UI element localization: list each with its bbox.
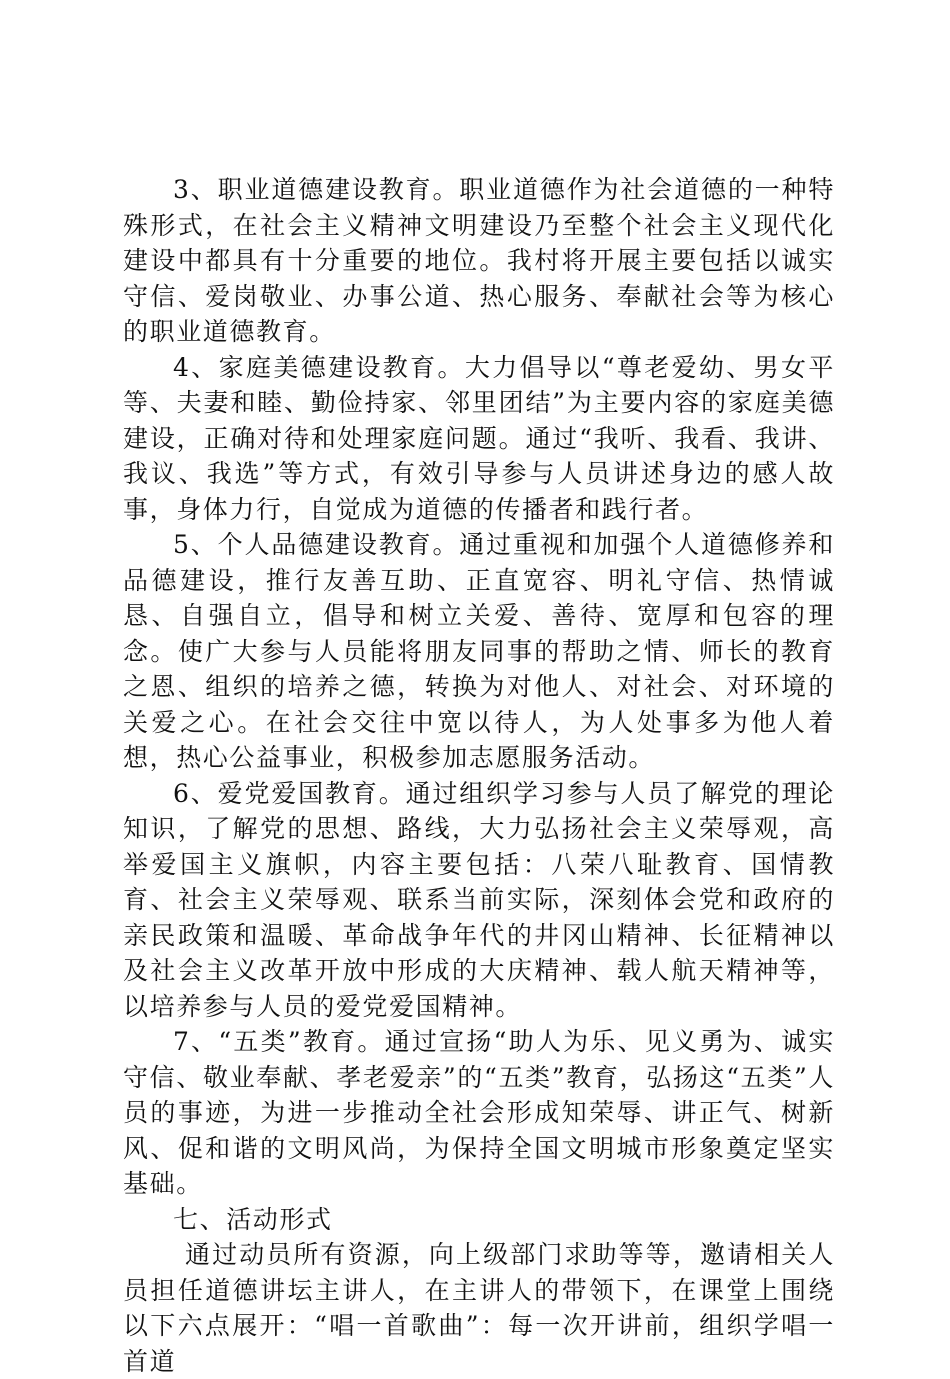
document-body <box>123 172 835 1379</box>
paragraph-patriotism: 6、爱党爱国教育。通过组织学习参与人员了解党的理论知识，了解党的思想、路线，大力弘扬社会主义荣辱观，高举爱国主义旗帜，内容主要包括：八荣八耻教育、国情教育、社会主义荣辱观、联系当前实际，深刻体会党和政府的亲民政策和温暖、革命战争年代的井冈山精神、长征精神以及社会主义改革开放中形成的大庆精神、载人航天精神等，以培养参与人员的爱党爱国精神。 <box>123 778 835 1021</box>
paragraph-family-virtues: 4、家庭美德建设教育。大力倡导以“尊老爱幼、男女平等、夫妻和睦、勤俭持家、邻里团结”为主要内容的家庭美德建设，正确对待和处理家庭问题。通过“我听、我看、我讲、我议、我选”等方式，有效引导参与人员讲述身边的感人故事，身体力行，自觉成为道德的传播者和践行者。 <box>123 352 835 524</box>
paragraph-five-categories: 7、“五类”教育。通过宣扬“助人为乐、见义勇为、诚实守信、敬业奉献、孝老爱亲”的“五类”教育，弘扬这“五类”人员的事迹，为进一步推动全社会形成知荣辱、讲正气、树新风、促和谐的文明风尚，为保持全国文明城市形象奠定坚实基础。 <box>123 1027 835 1198</box>
section-heading: 七、活动形式 <box>173 1204 333 1234</box>
paragraph-personal-character: 5、个人品德建设教育。通过重视和加强个人道德修养和品德建设，推行友善互助、正直宽容、明礼守信、热情诚恳、自强自立，倡导和树立关爱、善待、宽厚和包容的理念。使广大参与人员能将朋友同事的帮助之情、师长的教育之恩、组织的培养之德，转换为对他人、对社会、对环境的关爱之心。在社会交往中宽以待人，为人处事多为他人着想，热心公益事业，积极参加志愿服务活动。 <box>123 530 835 772</box>
paragraph-professional-ethics: 3、职业道德建设教育。职业道德作为社会道德的一种特殊形式，在社会主义精神文明建设乃至整个社会主义现代化建设中都具有十分重要的地位。我村将开展主要包括以诚实守信、爱岗敬业、办事公道、热心服务、奉献社会等为核心的职业道德教育。 <box>123 175 835 346</box>
paragraph-activity-form: 通过动员所有资源，向上级部门求助等等，邀请相关人员担任道德讲坛主讲人，在主讲人的带领下，在课堂上围绕以下六点展开：“唱一首歌曲”：每一次开讲前，组织学唱一首道 <box>123 1240 835 1376</box>
